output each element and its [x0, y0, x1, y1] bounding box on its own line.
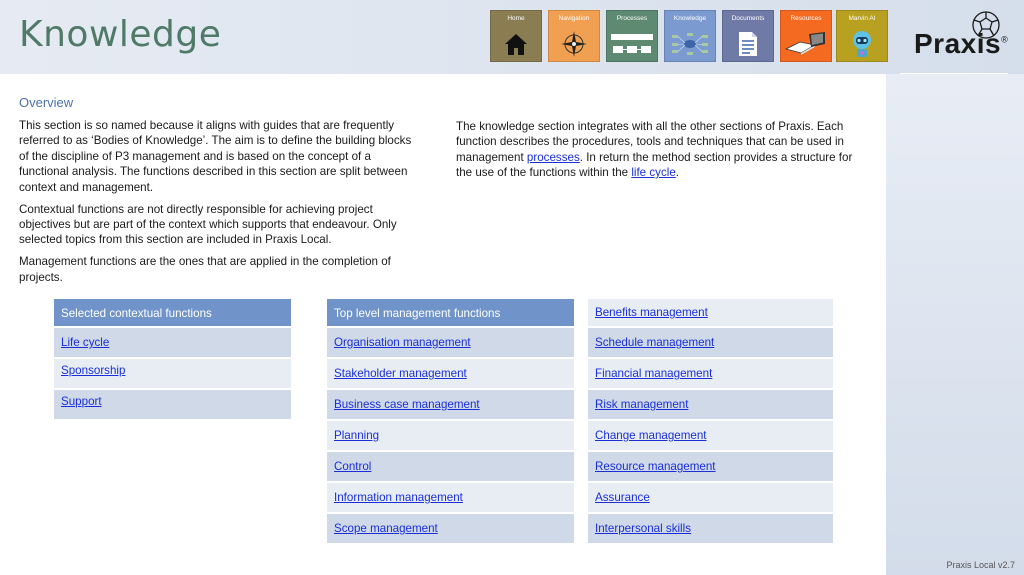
- management-table-header: Top level management functions: [327, 299, 574, 328]
- table-row: [588, 359, 833, 390]
- knowledge-map-icon: [665, 29, 715, 59]
- overview-text: . In return the method section provides a structure for the use of the functions within the: [456, 150, 853, 180]
- overview-paragraph: Management functions are the ones that are applied in the completion of projects.: [19, 255, 391, 284]
- nav-navigation-label: Navigation: [558, 15, 590, 22]
- table-row: [588, 452, 833, 483]
- robot-icon: [837, 29, 887, 59]
- planning-link[interactable]: Planning: [334, 429, 380, 442]
- interpersonal-skills-link[interactable]: Interpersonal skills: [595, 522, 692, 535]
- life-cycle-link[interactable]: Life cycle: [61, 336, 110, 349]
- table-row: [588, 514, 833, 545]
- change-management-link[interactable]: Change management: [595, 429, 707, 442]
- table-row: [327, 452, 574, 483]
- benefits-management-link[interactable]: Benefits management: [595, 306, 708, 319]
- overview-paragraph: Contextual functions are not directly responsible for achieving project objectives but are part of the context which supports that endeavour. Only selected topics from this section are included in Praxis Local.: [19, 202, 397, 247]
- nav-processes-label: Processes: [616, 15, 648, 22]
- table-row: [54, 390, 291, 421]
- organisation-management-link[interactable]: Organisation management: [334, 336, 471, 349]
- table-row: [327, 514, 574, 545]
- stakeholder-management-link[interactable]: Stakeholder management: [334, 367, 467, 380]
- overview-heading: Overview: [19, 95, 74, 110]
- table-row: [588, 299, 833, 328]
- financial-management-link[interactable]: Financial management: [595, 367, 713, 380]
- table-row: [588, 328, 833, 359]
- document-icon: [723, 29, 773, 59]
- table-row: [327, 483, 574, 514]
- table-row: [54, 359, 291, 390]
- nav-resources-tile[interactable]: [780, 10, 832, 62]
- contextual-table-header: Selected contextual functions: [54, 299, 291, 328]
- nav-documents-label: Documents: [731, 15, 765, 22]
- support-link[interactable]: Support: [61, 395, 102, 408]
- scope-management-link[interactable]: Scope management: [334, 522, 438, 535]
- nav-navigation-tile[interactable]: [548, 10, 600, 62]
- life-cycle-link[interactable]: life cycle: [631, 166, 676, 180]
- compass-icon: [549, 29, 599, 59]
- nav-knowledge-label: Knowledge: [673, 15, 707, 22]
- table-row: [588, 483, 833, 514]
- table-row: [327, 359, 574, 390]
- page-title: Knowledge: [19, 14, 222, 55]
- table-row: [588, 390, 833, 421]
- nav-marvin-label: Marvin AI: [848, 15, 876, 22]
- book-laptop-icon: [781, 29, 831, 59]
- risk-management-link[interactable]: Risk management: [595, 398, 689, 411]
- contextual-functions-table: [54, 299, 291, 421]
- overview-text: The knowledge section integrates with all the other sections of Praxis. Each function describes the procedures, tools and techniques that can be used in management: [456, 120, 844, 164]
- resource-management-link[interactable]: Resource management: [595, 460, 716, 473]
- management-functions-table: [327, 299, 574, 545]
- processes-link[interactable]: processes: [526, 150, 580, 164]
- nav-knowledge-tile[interactable]: [664, 10, 716, 62]
- table-row: [327, 328, 574, 359]
- business-case-management-link[interactable]: Business case management: [334, 398, 480, 411]
- version-label: Praxis Local v2.7: [946, 560, 1015, 570]
- sponsorship-link[interactable]: Sponsorship: [61, 364, 126, 377]
- nav-processes-tile[interactable]: [606, 10, 658, 62]
- information-management-link[interactable]: Information management: [334, 491, 463, 504]
- nav-marvin-tile[interactable]: [836, 10, 888, 62]
- logo-text: Praxis®: [914, 28, 1009, 59]
- praxis-logo: [914, 10, 1009, 60]
- control-link[interactable]: Control: [334, 460, 372, 473]
- table-row: [327, 421, 574, 452]
- overview-paragraph: This section is so named because it aligns with guides that are frequently referred to as ‘Bodies of Knowledge’. The aim is to define the building blocks of the discipline of P3 management and is based on the concept of a functional analysis. The functions described in this section are split between context and management.: [19, 119, 412, 194]
- overview-text: .: [675, 166, 680, 180]
- nav-resources-label: Resources: [790, 15, 822, 22]
- table-row: [588, 421, 833, 452]
- nav-home-label: Home: [507, 15, 525, 22]
- schedule-management-link[interactable]: Schedule management: [595, 336, 715, 349]
- house-icon: [491, 29, 541, 59]
- table-row: [327, 390, 574, 421]
- side-panel: [886, 74, 1024, 575]
- overview-right-column: [456, 119, 856, 181]
- overview-left-column: [19, 118, 419, 292]
- assurance-link[interactable]: Assurance: [595, 491, 650, 504]
- management-functions-table-2: [588, 299, 833, 545]
- nav-home-tile[interactable]: [490, 10, 542, 62]
- nav-documents-tile[interactable]: [722, 10, 774, 62]
- table-row: [54, 328, 291, 359]
- process-flow-icon: [607, 29, 657, 59]
